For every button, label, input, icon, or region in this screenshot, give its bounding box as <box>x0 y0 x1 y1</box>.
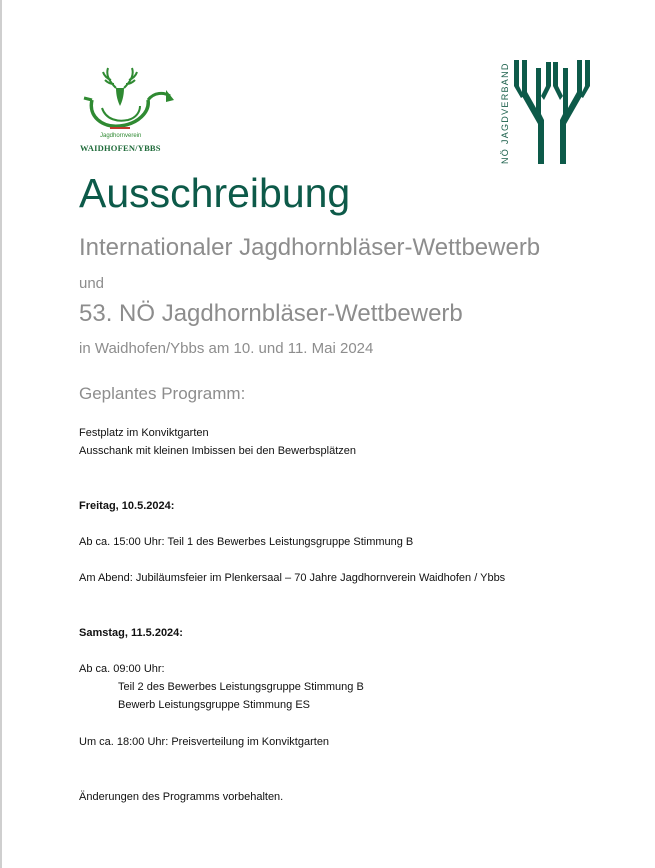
subtitle-noe: 53. NÖ Jagdhornbläser-Wettbewerb <box>79 300 463 327</box>
event-dateline: in Waidhofen/Ybbs am 10. und 11. Mai 2024 <box>79 340 374 357</box>
logo-right-text: NÖ JAGDVERBAND <box>500 62 510 164</box>
saturday-heading: Samstag, 11.5.2024: <box>79 627 183 639</box>
friday-item-1: Ab ca. 15:00 Uhr: Teil 1 des Bewerbes Leistungsgruppe Stimmung B <box>79 536 414 548</box>
subtitle-international: Internationaler Jagdhornbläser-Wettbewerb <box>79 234 541 261</box>
stag-horn-icon <box>78 66 178 136</box>
program-heading: Geplantes Programm: <box>79 384 246 403</box>
noe-jagdverband-logo-icon <box>508 56 598 166</box>
page-title: Ausschreibung <box>79 170 351 216</box>
jagdhornverein-logo <box>78 66 178 158</box>
saturday-award: Um ca. 18:00 Uhr: Preisverteilung im Konviktgarten <box>79 736 330 748</box>
intro-line-2: Ausschank mit kleinen Imbissen bei den Bewerbsplätzen <box>79 445 356 457</box>
program-note: Änderungen des Programms vorbehalten. <box>79 791 284 803</box>
subtitle-connector: und <box>79 275 105 292</box>
saturday-sub-item-1: Teil 2 des Bewerbes Leistungsgruppe Stimmung B <box>118 681 364 693</box>
logo-name-text: WAIDHOFEN/YBBS <box>80 143 161 153</box>
saturday-sub-item-2: Bewerb Leistungsgruppe Stimmung ES <box>118 699 310 711</box>
friday-heading: Freitag, 10.5.2024: <box>79 500 175 512</box>
logo-small-text: Jagdhornverein <box>100 133 142 139</box>
intro-line-1: Festplatz im Konviktgarten <box>79 427 209 439</box>
page-edge <box>0 0 2 868</box>
saturday-start: Ab ca. 09:00 Uhr: <box>79 663 165 675</box>
friday-item-2: Am Abend: Jubiläumsfeier im Plenkersaal – 70 Jahre Jagdhornverein Waidhofen / Ybbs <box>79 572 506 584</box>
